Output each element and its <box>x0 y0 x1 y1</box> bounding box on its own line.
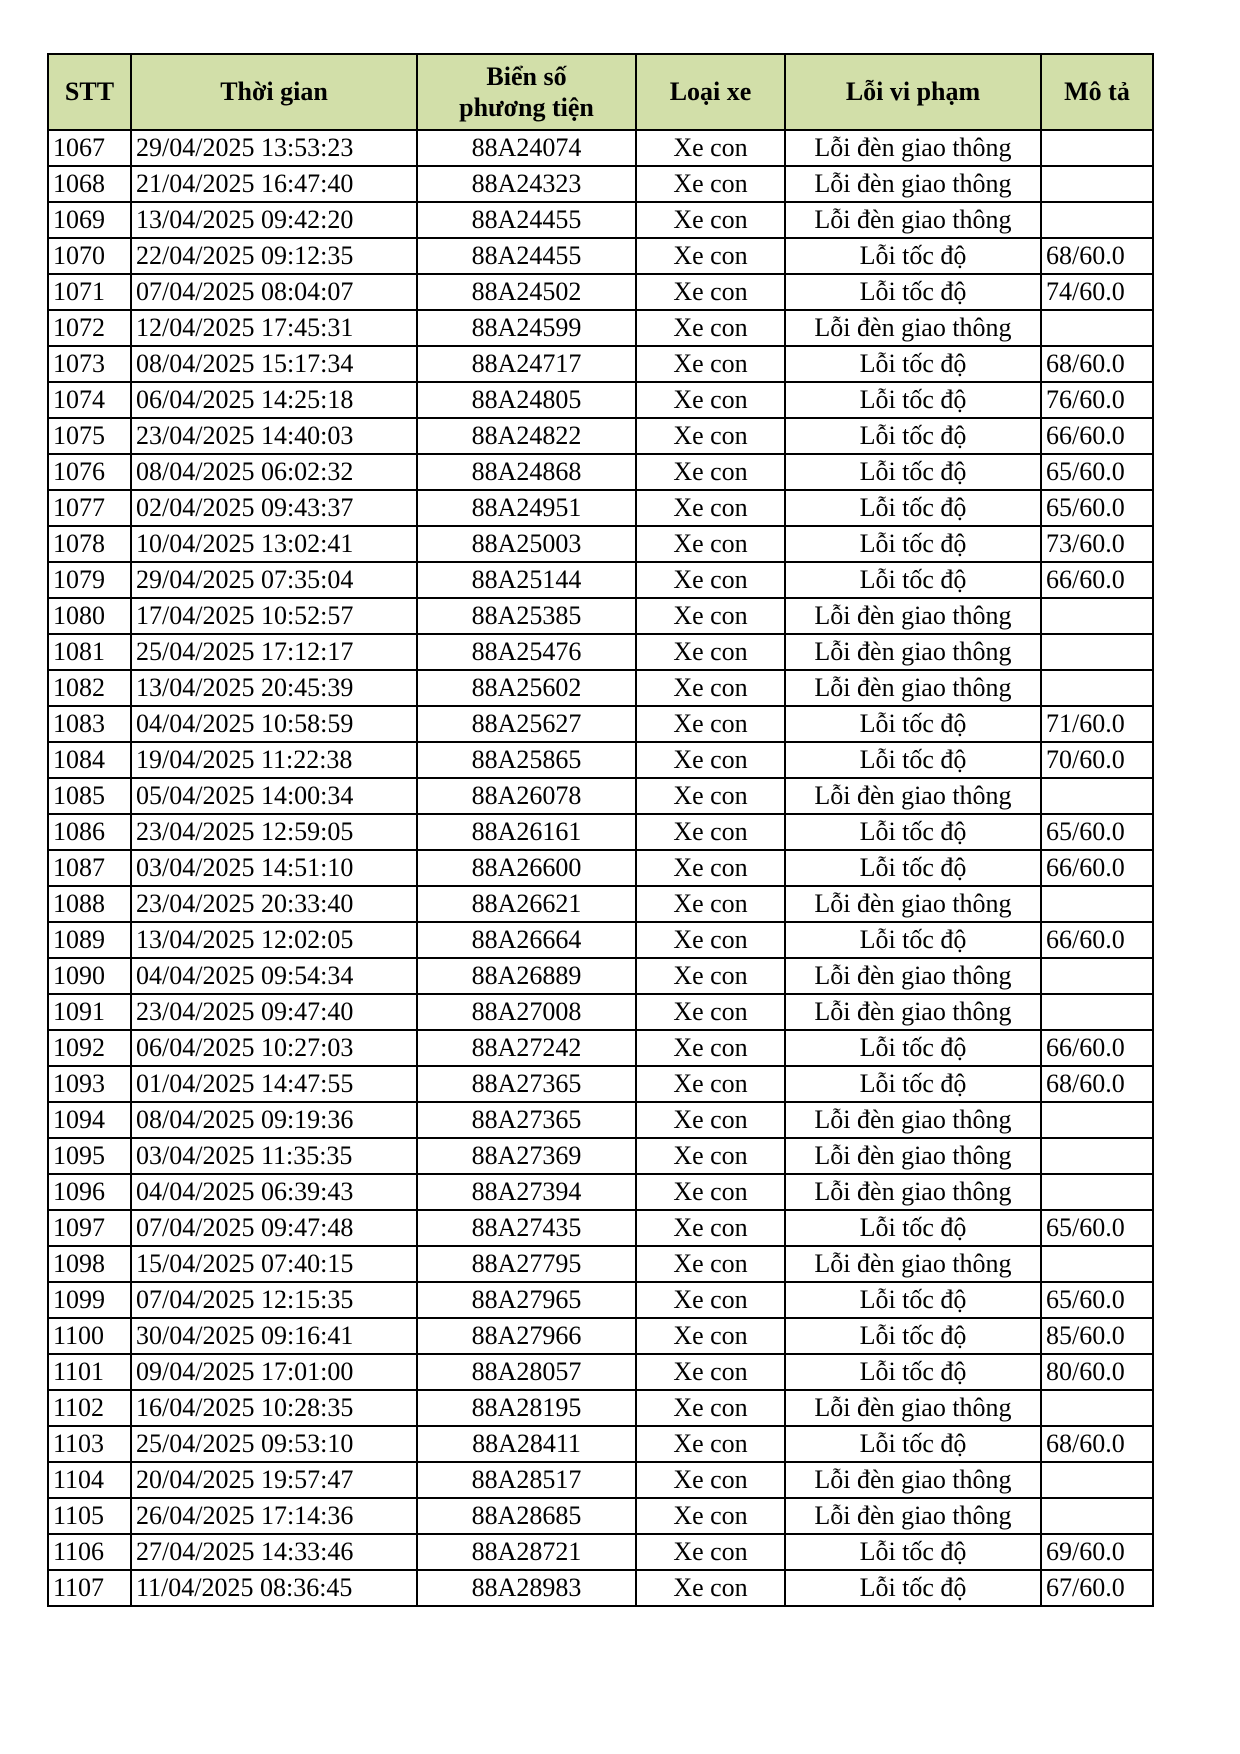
cell-plate: 88A26664 <box>417 922 636 958</box>
cell-time: 05/04/2025 14:00:34 <box>131 778 417 814</box>
cell-stt: 1083 <box>48 706 131 742</box>
cell-vehicle-type: Xe con <box>636 238 785 274</box>
cell-stt: 1069 <box>48 202 131 238</box>
header-stt: STT <box>48 54 131 130</box>
cell-description: 67/60.0 <box>1041 1570 1153 1606</box>
cell-violation: Lỗi đèn giao thông <box>785 1390 1041 1426</box>
cell-plate: 88A27369 <box>417 1138 636 1174</box>
table-row <box>48 1066 1153 1102</box>
table-row <box>48 562 1153 598</box>
cell-vehicle-type: Xe con <box>636 742 785 778</box>
cell-description <box>1041 130 1153 166</box>
cell-plate: 88A25144 <box>417 562 636 598</box>
cell-description <box>1041 670 1153 706</box>
cell-violation: Lỗi đèn giao thông <box>785 886 1041 922</box>
cell-stt: 1102 <box>48 1390 131 1426</box>
table-header <box>48 54 1153 130</box>
cell-plate: 88A24455 <box>417 202 636 238</box>
cell-time: 13/04/2025 20:45:39 <box>131 670 417 706</box>
cell-description <box>1041 1102 1153 1138</box>
cell-description <box>1041 886 1153 922</box>
cell-plate: 88A24951 <box>417 490 636 526</box>
cell-stt: 1073 <box>48 346 131 382</box>
cell-plate: 88A24868 <box>417 454 636 490</box>
cell-vehicle-type: Xe con <box>636 562 785 598</box>
cell-stt: 1087 <box>48 850 131 886</box>
table-row <box>48 346 1153 382</box>
violations-table <box>47 53 1154 1607</box>
cell-violation: Lỗi tốc độ <box>785 1210 1041 1246</box>
cell-time: 13/04/2025 09:42:20 <box>131 202 417 238</box>
cell-plate: 88A27394 <box>417 1174 636 1210</box>
cell-time: 03/04/2025 14:51:10 <box>131 850 417 886</box>
cell-plate: 88A24502 <box>417 274 636 310</box>
cell-violation: Lỗi tốc độ <box>785 382 1041 418</box>
cell-stt: 1072 <box>48 310 131 346</box>
cell-description: 76/60.0 <box>1041 382 1153 418</box>
cell-violation: Lỗi đèn giao thông <box>785 1462 1041 1498</box>
cell-vehicle-type: Xe con <box>636 418 785 454</box>
cell-vehicle-type: Xe con <box>636 958 785 994</box>
table-row <box>48 634 1153 670</box>
cell-time: 03/04/2025 11:35:35 <box>131 1138 417 1174</box>
cell-vehicle-type: Xe con <box>636 922 785 958</box>
cell-description <box>1041 994 1153 1030</box>
cell-vehicle-type: Xe con <box>636 130 785 166</box>
cell-plate: 88A25385 <box>417 598 636 634</box>
cell-stt: 1090 <box>48 958 131 994</box>
cell-description <box>1041 1462 1153 1498</box>
cell-violation: Lỗi đèn giao thông <box>785 958 1041 994</box>
cell-description <box>1041 1246 1153 1282</box>
cell-time: 02/04/2025 09:43:37 <box>131 490 417 526</box>
cell-plate: 88A26078 <box>417 778 636 814</box>
cell-description <box>1041 634 1153 670</box>
table-row <box>48 310 1153 346</box>
cell-vehicle-type: Xe con <box>636 490 785 526</box>
table-row <box>48 166 1153 202</box>
cell-description: 66/60.0 <box>1041 418 1153 454</box>
cell-stt: 1075 <box>48 418 131 454</box>
cell-time: 27/04/2025 14:33:46 <box>131 1534 417 1570</box>
cell-vehicle-type: Xe con <box>636 1318 785 1354</box>
cell-violation: Lỗi tốc độ <box>785 706 1041 742</box>
cell-vehicle-type: Xe con <box>636 1210 785 1246</box>
cell-plate: 88A28983 <box>417 1570 636 1606</box>
table-row <box>48 526 1153 562</box>
cell-description <box>1041 310 1153 346</box>
cell-plate: 88A25865 <box>417 742 636 778</box>
table-row <box>48 742 1153 778</box>
cell-vehicle-type: Xe con <box>636 598 785 634</box>
cell-description <box>1041 778 1153 814</box>
cell-violation: Lỗi tốc độ <box>785 238 1041 274</box>
cell-stt: 1106 <box>48 1534 131 1570</box>
cell-plate: 88A28517 <box>417 1462 636 1498</box>
cell-stt: 1081 <box>48 634 131 670</box>
cell-description: 66/60.0 <box>1041 850 1153 886</box>
table-row <box>48 202 1153 238</box>
header-time: Thời gian <box>131 54 417 130</box>
cell-time: 10/04/2025 13:02:41 <box>131 526 417 562</box>
cell-plate: 88A26161 <box>417 814 636 850</box>
cell-plate: 88A27008 <box>417 994 636 1030</box>
cell-plate: 88A27966 <box>417 1318 636 1354</box>
cell-plate: 88A27795 <box>417 1246 636 1282</box>
cell-time: 09/04/2025 17:01:00 <box>131 1354 417 1390</box>
cell-description: 65/60.0 <box>1041 814 1153 850</box>
cell-violation: Lỗi tốc độ <box>785 1030 1041 1066</box>
table-row <box>48 1534 1153 1570</box>
cell-vehicle-type: Xe con <box>636 274 785 310</box>
cell-stt: 1095 <box>48 1138 131 1174</box>
table-row <box>48 1390 1153 1426</box>
cell-description <box>1041 1138 1153 1174</box>
table-row <box>48 778 1153 814</box>
cell-vehicle-type: Xe con <box>636 706 785 742</box>
cell-stt: 1092 <box>48 1030 131 1066</box>
table-row <box>48 1138 1153 1174</box>
cell-vehicle-type: Xe con <box>636 1282 785 1318</box>
cell-vehicle-type: Xe con <box>636 382 785 418</box>
cell-time: 07/04/2025 09:47:48 <box>131 1210 417 1246</box>
table-row <box>48 922 1153 958</box>
table-row <box>48 958 1153 994</box>
cell-violation: Lỗi tốc độ <box>785 1534 1041 1570</box>
table-row <box>48 1354 1153 1390</box>
cell-stt: 1103 <box>48 1426 131 1462</box>
cell-vehicle-type: Xe con <box>636 814 785 850</box>
table-row <box>48 598 1153 634</box>
cell-time: 23/04/2025 12:59:05 <box>131 814 417 850</box>
cell-stt: 1089 <box>48 922 131 958</box>
cell-description <box>1041 598 1153 634</box>
cell-description <box>1041 166 1153 202</box>
table-row <box>48 1570 1153 1606</box>
cell-violation: Lỗi đèn giao thông <box>785 1246 1041 1282</box>
cell-plate: 88A28057 <box>417 1354 636 1390</box>
cell-description: 65/60.0 <box>1041 1282 1153 1318</box>
cell-violation: Lỗi tốc độ <box>785 346 1041 382</box>
cell-description: 74/60.0 <box>1041 274 1153 310</box>
header-description: Mô tả <box>1041 54 1153 130</box>
cell-description: 66/60.0 <box>1041 922 1153 958</box>
table-row <box>48 1246 1153 1282</box>
cell-stt: 1105 <box>48 1498 131 1534</box>
cell-time: 04/04/2025 10:58:59 <box>131 706 417 742</box>
cell-violation: Lỗi đèn giao thông <box>785 130 1041 166</box>
cell-vehicle-type: Xe con <box>636 1066 785 1102</box>
cell-time: 20/04/2025 19:57:47 <box>131 1462 417 1498</box>
cell-description: 66/60.0 <box>1041 1030 1153 1066</box>
cell-plate: 88A24074 <box>417 130 636 166</box>
cell-stt: 1101 <box>48 1354 131 1390</box>
cell-vehicle-type: Xe con <box>636 1354 785 1390</box>
table-row <box>48 454 1153 490</box>
cell-time: 29/04/2025 13:53:23 <box>131 130 417 166</box>
cell-violation: Lỗi tốc độ <box>785 1570 1041 1606</box>
cell-time: 06/04/2025 14:25:18 <box>131 382 417 418</box>
cell-violation: Lỗi tốc độ <box>785 490 1041 526</box>
cell-violation: Lỗi tốc độ <box>785 454 1041 490</box>
cell-stt: 1082 <box>48 670 131 706</box>
cell-description: 66/60.0 <box>1041 562 1153 598</box>
table-row <box>48 670 1153 706</box>
cell-stt: 1100 <box>48 1318 131 1354</box>
cell-plate: 88A24805 <box>417 382 636 418</box>
cell-time: 07/04/2025 08:04:07 <box>131 274 417 310</box>
cell-plate: 88A25627 <box>417 706 636 742</box>
cell-violation: Lỗi tốc độ <box>785 814 1041 850</box>
table-row <box>48 1102 1153 1138</box>
cell-description: 68/60.0 <box>1041 238 1153 274</box>
cell-stt: 1099 <box>48 1282 131 1318</box>
cell-vehicle-type: Xe con <box>636 454 785 490</box>
cell-violation: Lỗi tốc độ <box>785 922 1041 958</box>
cell-time: 22/04/2025 09:12:35 <box>131 238 417 274</box>
cell-stt: 1068 <box>48 166 131 202</box>
cell-description <box>1041 1174 1153 1210</box>
cell-description: 68/60.0 <box>1041 1426 1153 1462</box>
cell-stt: 1074 <box>48 382 131 418</box>
table-row <box>48 1498 1153 1534</box>
table-row <box>48 490 1153 526</box>
header-plate-line2: phương tiện <box>459 93 594 122</box>
cell-violation: Lỗi đèn giao thông <box>785 310 1041 346</box>
cell-time: 12/04/2025 17:45:31 <box>131 310 417 346</box>
cell-plate: 88A25476 <box>417 634 636 670</box>
cell-vehicle-type: Xe con <box>636 1498 785 1534</box>
cell-violation: Lỗi đèn giao thông <box>785 1498 1041 1534</box>
cell-plate: 88A24717 <box>417 346 636 382</box>
cell-vehicle-type: Xe con <box>636 1390 785 1426</box>
cell-violation: Lỗi tốc độ <box>785 274 1041 310</box>
cell-time: 04/04/2025 09:54:34 <box>131 958 417 994</box>
cell-plate: 88A25602 <box>417 670 636 706</box>
cell-violation: Lỗi đèn giao thông <box>785 670 1041 706</box>
cell-stt: 1098 <box>48 1246 131 1282</box>
cell-violation: Lỗi đèn giao thông <box>785 166 1041 202</box>
cell-time: 13/04/2025 12:02:05 <box>131 922 417 958</box>
cell-violation: Lỗi đèn giao thông <box>785 778 1041 814</box>
cell-vehicle-type: Xe con <box>636 1030 785 1066</box>
cell-time: 25/04/2025 17:12:17 <box>131 634 417 670</box>
cell-vehicle-type: Xe con <box>636 778 785 814</box>
cell-time: 23/04/2025 20:33:40 <box>131 886 417 922</box>
cell-stt: 1085 <box>48 778 131 814</box>
cell-stt: 1079 <box>48 562 131 598</box>
cell-description: 65/60.0 <box>1041 490 1153 526</box>
cell-vehicle-type: Xe con <box>636 1174 785 1210</box>
table-row <box>48 238 1153 274</box>
cell-stt: 1070 <box>48 238 131 274</box>
cell-plate: 88A26889 <box>417 958 636 994</box>
cell-vehicle-type: Xe con <box>636 886 785 922</box>
table-body <box>48 130 1153 1606</box>
cell-vehicle-type: Xe con <box>636 994 785 1030</box>
cell-plate: 88A26621 <box>417 886 636 922</box>
header-vehicle-type: Loại xe <box>636 54 785 130</box>
cell-time: 21/04/2025 16:47:40 <box>131 166 417 202</box>
cell-time: 07/04/2025 12:15:35 <box>131 1282 417 1318</box>
cell-plate: 88A27435 <box>417 1210 636 1246</box>
cell-time: 08/04/2025 15:17:34 <box>131 346 417 382</box>
cell-description: 65/60.0 <box>1041 454 1153 490</box>
cell-violation: Lỗi đèn giao thông <box>785 202 1041 238</box>
cell-time: 15/04/2025 07:40:15 <box>131 1246 417 1282</box>
cell-time: 08/04/2025 09:19:36 <box>131 1102 417 1138</box>
cell-violation: Lỗi tốc độ <box>785 526 1041 562</box>
cell-time: 04/04/2025 06:39:43 <box>131 1174 417 1210</box>
header-plate-line1: Biển số <box>486 61 567 91</box>
table-row <box>48 1174 1153 1210</box>
cell-violation: Lỗi tốc độ <box>785 1318 1041 1354</box>
cell-stt: 1094 <box>48 1102 131 1138</box>
cell-time: 23/04/2025 09:47:40 <box>131 994 417 1030</box>
cell-violation: Lỗi đèn giao thông <box>785 1138 1041 1174</box>
table-row <box>48 130 1153 166</box>
cell-vehicle-type: Xe con <box>636 1138 785 1174</box>
cell-plate: 88A24455 <box>417 238 636 274</box>
cell-description: 73/60.0 <box>1041 526 1153 562</box>
cell-stt: 1080 <box>48 598 131 634</box>
cell-plate: 88A24822 <box>417 418 636 454</box>
cell-stt: 1104 <box>48 1462 131 1498</box>
cell-time: 26/04/2025 17:14:36 <box>131 1498 417 1534</box>
cell-time: 08/04/2025 06:02:32 <box>131 454 417 490</box>
cell-stt: 1071 <box>48 274 131 310</box>
cell-violation: Lỗi tốc độ <box>785 1066 1041 1102</box>
cell-stt: 1096 <box>48 1174 131 1210</box>
table-row <box>48 814 1153 850</box>
cell-vehicle-type: Xe con <box>636 1102 785 1138</box>
cell-description: 69/60.0 <box>1041 1534 1153 1570</box>
cell-vehicle-type: Xe con <box>636 1462 785 1498</box>
cell-description: 68/60.0 <box>1041 346 1153 382</box>
cell-plate: 88A27965 <box>417 1282 636 1318</box>
cell-time: 30/04/2025 09:16:41 <box>131 1318 417 1354</box>
cell-stt: 1093 <box>48 1066 131 1102</box>
cell-description: 68/60.0 <box>1041 1066 1153 1102</box>
cell-description: 70/60.0 <box>1041 742 1153 778</box>
cell-stt: 1091 <box>48 994 131 1030</box>
cell-stt: 1067 <box>48 130 131 166</box>
cell-time: 01/04/2025 14:47:55 <box>131 1066 417 1102</box>
table-row <box>48 1426 1153 1462</box>
cell-time: 19/04/2025 11:22:38 <box>131 742 417 778</box>
cell-plate: 88A28195 <box>417 1390 636 1426</box>
table-row <box>48 1318 1153 1354</box>
cell-description <box>1041 1390 1153 1426</box>
table-row <box>48 382 1153 418</box>
cell-stt: 1077 <box>48 490 131 526</box>
cell-vehicle-type: Xe con <box>636 850 785 886</box>
table-row <box>48 1210 1153 1246</box>
cell-stt: 1097 <box>48 1210 131 1246</box>
table-row <box>48 274 1153 310</box>
cell-vehicle-type: Xe con <box>636 166 785 202</box>
cell-vehicle-type: Xe con <box>636 1534 785 1570</box>
table-row <box>48 886 1153 922</box>
cell-plate: 88A27365 <box>417 1066 636 1102</box>
cell-stt: 1086 <box>48 814 131 850</box>
cell-plate: 88A24323 <box>417 166 636 202</box>
table-row <box>48 418 1153 454</box>
cell-violation: Lỗi tốc độ <box>785 742 1041 778</box>
cell-time: 06/04/2025 10:27:03 <box>131 1030 417 1066</box>
cell-vehicle-type: Xe con <box>636 1426 785 1462</box>
cell-violation: Lỗi tốc độ <box>785 1354 1041 1390</box>
cell-description <box>1041 958 1153 994</box>
cell-plate: 88A28685 <box>417 1498 636 1534</box>
cell-description: 71/60.0 <box>1041 706 1153 742</box>
cell-vehicle-type: Xe con <box>636 634 785 670</box>
cell-plate: 88A28721 <box>417 1534 636 1570</box>
header-plate <box>417 54 636 130</box>
header-row <box>48 54 1153 130</box>
cell-time: 11/04/2025 08:36:45 <box>131 1570 417 1606</box>
cell-violation: Lỗi tốc độ <box>785 1426 1041 1462</box>
table-row <box>48 850 1153 886</box>
cell-time: 17/04/2025 10:52:57 <box>131 598 417 634</box>
cell-vehicle-type: Xe con <box>636 1246 785 1282</box>
cell-violation: Lỗi tốc độ <box>785 850 1041 886</box>
table-row <box>48 706 1153 742</box>
cell-violation: Lỗi tốc độ <box>785 562 1041 598</box>
cell-vehicle-type: Xe con <box>636 1570 785 1606</box>
cell-plate: 88A25003 <box>417 526 636 562</box>
table-row <box>48 1030 1153 1066</box>
cell-violation: Lỗi đèn giao thông <box>785 994 1041 1030</box>
cell-vehicle-type: Xe con <box>636 202 785 238</box>
cell-plate: 88A26600 <box>417 850 636 886</box>
cell-vehicle-type: Xe con <box>636 526 785 562</box>
cell-violation: Lỗi tốc độ <box>785 1282 1041 1318</box>
cell-vehicle-type: Xe con <box>636 310 785 346</box>
cell-stt: 1107 <box>48 1570 131 1606</box>
cell-time: 23/04/2025 14:40:03 <box>131 418 417 454</box>
cell-violation: Lỗi đèn giao thông <box>785 634 1041 670</box>
cell-vehicle-type: Xe con <box>636 346 785 382</box>
cell-plate: 88A24599 <box>417 310 636 346</box>
cell-plate: 88A28411 <box>417 1426 636 1462</box>
cell-time: 16/04/2025 10:28:35 <box>131 1390 417 1426</box>
cell-plate: 88A27365 <box>417 1102 636 1138</box>
header-violation: Lỗi vi phạm <box>785 54 1041 130</box>
cell-description: 65/60.0 <box>1041 1210 1153 1246</box>
cell-time: 29/04/2025 07:35:04 <box>131 562 417 598</box>
cell-violation: Lỗi đèn giao thông <box>785 598 1041 634</box>
cell-vehicle-type: Xe con <box>636 670 785 706</box>
table-row <box>48 994 1153 1030</box>
cell-violation: Lỗi đèn giao thông <box>785 1174 1041 1210</box>
cell-stt: 1084 <box>48 742 131 778</box>
cell-stt: 1088 <box>48 886 131 922</box>
cell-description <box>1041 202 1153 238</box>
cell-violation: Lỗi tốc độ <box>785 418 1041 454</box>
cell-description <box>1041 1498 1153 1534</box>
cell-description: 80/60.0 <box>1041 1354 1153 1390</box>
cell-description: 85/60.0 <box>1041 1318 1153 1354</box>
table-row <box>48 1462 1153 1498</box>
cell-violation: Lỗi đèn giao thông <box>785 1102 1041 1138</box>
cell-time: 25/04/2025 09:53:10 <box>131 1426 417 1462</box>
cell-stt: 1076 <box>48 454 131 490</box>
cell-stt: 1078 <box>48 526 131 562</box>
cell-plate: 88A27242 <box>417 1030 636 1066</box>
table-row <box>48 1282 1153 1318</box>
